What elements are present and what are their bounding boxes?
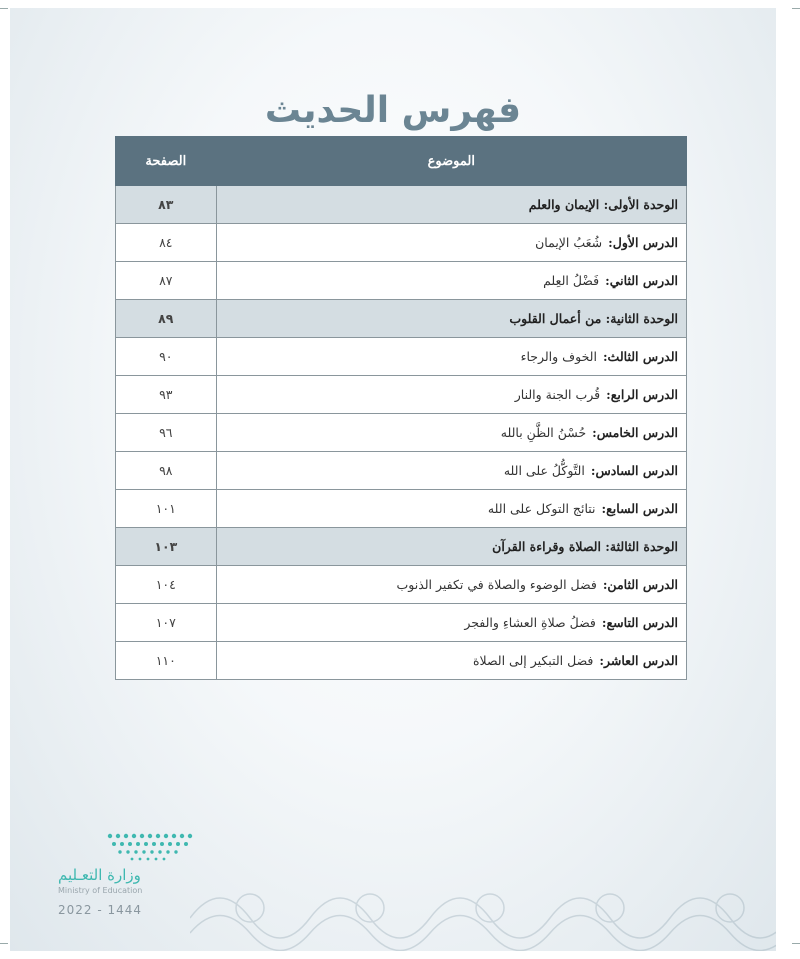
row-page: ٨٣ — [116, 186, 217, 224]
row-topic: الوحدة الثانية: من أعمال القلوب — [216, 300, 686, 338]
row-page: ١١٠ — [116, 642, 217, 680]
row-page: ٩٠ — [116, 338, 217, 376]
page-background — [10, 8, 776, 951]
header-page: الصفحة — [116, 137, 217, 186]
table-row — [116, 642, 687, 680]
row-topic: الدرس السابع:نتائج التوكل على الله — [216, 490, 686, 528]
row-page: ١٠٧ — [116, 604, 217, 642]
row-topic: الدرس السادس:التَّوكُّلُ على الله — [216, 452, 686, 490]
table-row — [116, 186, 687, 224]
row-page: ٨٩ — [116, 300, 217, 338]
row-topic: الدرس الخامس:حُسْنُ الظَّنِ بالله — [216, 414, 686, 452]
table-row — [116, 224, 687, 262]
crop-mark — [792, 8, 800, 9]
row-topic: الدرس الثاني:فَضْلُ العِلم — [216, 262, 686, 300]
row-topic: الدرس الرابع:قُرب الجنة والنار — [216, 376, 686, 414]
row-topic: الدرس الأول:شُعَبُ الإيمان — [216, 224, 686, 262]
toc-table — [115, 136, 687, 680]
table-row — [116, 414, 687, 452]
table-row — [116, 300, 687, 338]
ministry-subtitle: Ministry of Education — [58, 886, 143, 895]
crop-mark — [792, 943, 800, 944]
row-page: ٩٨ — [116, 452, 217, 490]
row-page: ١٠٤ — [116, 566, 217, 604]
row-page: ١٠٣ — [116, 528, 217, 566]
table-row — [116, 452, 687, 490]
table-row — [116, 528, 687, 566]
row-topic: الدرس الثالث:الخوف والرجاء — [216, 338, 686, 376]
row-topic: الوحدة الثالثة: الصلاة وقراءة القرآن — [216, 528, 686, 566]
ornament-pattern — [190, 868, 776, 951]
edition-year: 2022 - 1444 — [58, 903, 143, 917]
row-page: ١٠١ — [116, 490, 217, 528]
row-page: ٩٣ — [116, 376, 217, 414]
table-row — [116, 604, 687, 642]
table-row — [116, 566, 687, 604]
crop-mark — [0, 943, 8, 944]
row-topic: الدرس التاسع:فضلُ صلاةِ العشاءِ والفجر — [216, 604, 686, 642]
page-title: فهرس الحديث — [264, 90, 522, 131]
ministry-name: وزارة التعـليم — [58, 866, 141, 884]
table-row — [116, 338, 687, 376]
toc-body — [116, 186, 687, 680]
row-page: ٩٦ — [116, 414, 217, 452]
row-topic: الوحدة الأولى: الإيمان والعلم — [216, 186, 686, 224]
table-header-row — [116, 137, 687, 186]
table-row — [116, 262, 687, 300]
crop-mark — [0, 8, 8, 9]
row-page: ٨٧ — [116, 262, 217, 300]
row-topic: الدرس الثامن:فضل الوضوء والصلاة في تكفير الذنوب — [216, 566, 686, 604]
table-row — [116, 490, 687, 528]
row-page: ٨٤ — [116, 224, 217, 262]
table-row — [116, 376, 687, 414]
row-topic: الدرس العاشر:فضل التبكير إلى الصلاة — [216, 642, 686, 680]
header-topic: الموضوع — [216, 137, 686, 186]
